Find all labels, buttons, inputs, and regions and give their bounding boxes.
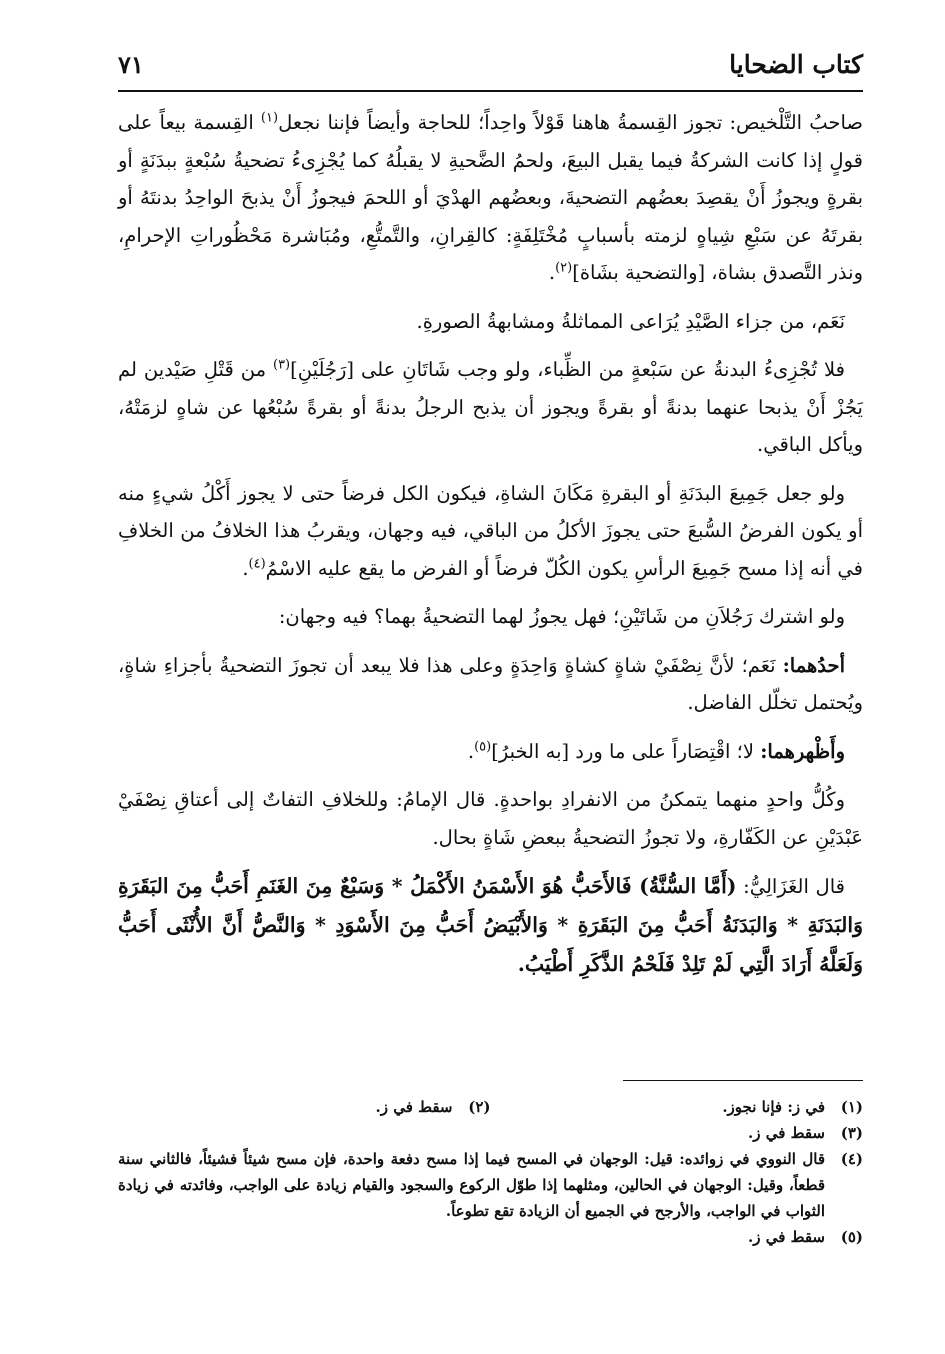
footnote-1 — [491, 1094, 864, 1120]
paragraph-4 — [118, 475, 863, 588]
text-run: صاحبُ التَّلْخيص: تجوز القِسمةُ هاهنا قَوْلاً واحِداً؛ للحاجة وأيضاً فإننا نجعل — [278, 111, 863, 134]
paragraph-2: نَعَم، من جزاء الصَّيْدِ يُرَاعى المماثلةُ ومشابهةُ الصورةِ. — [416, 309, 845, 333]
text-run: لا؛ اقْتِصَاراً على ما ورد [به الخبرُ] — [491, 739, 761, 763]
paragraph-5: ولو اشترك رَجُلاَنِ من شَاتَيْنِ؛ فهل يجوزُ لهما التضحيةُ بهما؟ فيه وجهان: — [278, 605, 845, 628]
footnote-text: سقط في ز. — [748, 1124, 825, 1142]
paragraph-6 — [118, 647, 863, 722]
footnote-ref-1[interactable]: (١) — [260, 110, 279, 126]
paragraph-9 — [118, 867, 863, 984]
footnote-text: قال النووي في زوائده: قيل: الوجهان في المسح فيما إذا مسح دفعة واحدة، فإن مسح شيئاً فشيئاً، فالثاني سنة قطعاً، وقيل: الوجهان في الحالين، ومثلهما إذا طوّل الركوع والسجود والقيام زيادة على الواجب، وفائدته في زيادة الثواب في الواجب، والأرجح في الجميع أن الزيادة تقع تطوعاً. — [118, 1150, 825, 1220]
footnote-number: (٢) — [468, 1098, 491, 1116]
footnote-ref-4[interactable]: (٤) — [248, 556, 266, 571]
footnote-text: في ز: فإنا نجوز. — [722, 1098, 825, 1116]
header-divider — [118, 90, 863, 92]
footnote-3 — [118, 1120, 863, 1146]
paragraph-3 — [118, 351, 863, 464]
text-run: نَعَم؛ لأنَّ نِصْفَيْ شاةٍ كشاةٍ وَاحِدَةٍ وعلى هذا فلا يبعد أن تجوزَ التضحيةُ بأجزاءِ شاةٍ، ويُحتمل تخلّل الفاضل. — [118, 653, 863, 714]
text-run: ولو جعل جَمِيعَ البدَنَةِ أو البقرةِ مَكَانَ الشاةِ، فيكون الكل فرضاً حتى لا يجوز أَكْلُ شيءٍ منه أو يكون الفرضُ السُّبعَ حتى يجوزَ الأكلُ من الباقي، فيه وجهان، ويقربُ هذا الخلافُ من الخلافِ في أنه إذا مسح جَمِيعَ الرأسِ يكون الكُلّ فرضاً أو الفرض ما يقع عليه الاسْمُ — [118, 481, 863, 580]
footnote-number: (١) — [840, 1098, 863, 1116]
footnote-row — [118, 1094, 863, 1120]
footnote-number: (٥) — [840, 1228, 863, 1246]
page-number: ٧١ — [118, 50, 144, 79]
footnote-ref-2[interactable]: (٢) — [555, 260, 573, 276]
text-run: القِسمة بيعاً على قولٍ إذا كانت الشركةُ فيما يقبل البيعَ، ولحمُ الضَّحيةِ لا يقبلُهُ كما يُجْزِىءُ تضحيةُ سُبْعةٍ ببدَنَةٍ أو بقرةٍ ويجوزُ أَنْ يقصِدَ بعضُهم التضحيةَ، وبعضُهم الهدْيَ أو اللحمَ فيجوزُ أَنْ يذبحَ الواحِدُ بدنتَهُ أو بقرتَهُ عن سَبْعِ شِياهٍ لزمته بأسبابٍ مُخْتَلِفَةٍ: كالقِرانِ، والتَّمتُّعِ، ومُبَاشرة مَحْظُوراتِ الإحرامِ، ونذر التَّصدق بشاة، [والتضحية بشَاة] — [118, 111, 863, 284]
paragraph-8: وكُلُّ واحدٍ منهما يتمكنُ من الانفرادِ بواحدةٍ. قال الإمامُ: وللخلافِ التفاتٌ إلى أعتاقِ نِصْفَيْ عَبْدَيْنِ عن الكَفّارةِ، ولا تجوزُ التضحيةُ ببعضِ شَاةٍ بحال. — [118, 788, 863, 849]
paragraph-1 — [118, 104, 863, 292]
text-run: فلا تُجْزِىءُ البدنةُ عن سَبْعةٍ من الظِّباء، ولو وجب شَاتَانِ على [رَجُلَيْنِ] — [290, 358, 845, 381]
text-run: . — [548, 261, 556, 284]
running-header — [118, 50, 863, 79]
footnote-text: سقط في ز. — [748, 1228, 825, 1246]
footnote-2 — [118, 1094, 491, 1120]
quote-intro: قال الغَزَالِيُّ: — [736, 875, 845, 898]
footnote-ref-5[interactable]: (٥) — [474, 739, 492, 754]
footnote-5 — [118, 1224, 863, 1250]
footnote-text: سقط في ز. — [375, 1098, 453, 1116]
footnote-number: (٤) — [840, 1150, 863, 1168]
footnote-4 — [118, 1146, 863, 1224]
text-run: . — [242, 556, 249, 580]
text-run: . — [467, 739, 475, 763]
ghazali-quote: (أَمَّا السُّنَّةُ) فَالأَحَبُّ هُوَ الأَسْمَنُ الأَكْمَلُ * وَسَبْعٌ مِنَ الغَنَمِ أَحَبُّ مِنَ البَقَرَةِ وَالبَدَنَةِ * وَالبَدَنَةُ أَحَبُّ مِنَ البَقَرَةِ * وَالأَبْيَضُ أَحَبُّ مِنَ الأَسْوَدِ * وَالنَّصُّ أَنَّ الأُنْثَى أَحَبُّ وَلَعَلَّهُ أَرَادَ الَّتِي لَمْ تَلِدْ فَلَحْمُ الذَّكَرِ أَطْيَبُ. — [118, 874, 863, 976]
text-run: من قَتْلِ صَيْدين لم يَجُزْ أَنْ يذبحا عنهما بدنةً أو بقرةً ويجوز أن يذبح الرجلُ بدنةً أو بقرةً سُبْعُها عن شاهٍ لزمَتْهُ، ويأكل الباقي. — [118, 358, 863, 456]
footnote-number: (٣) — [840, 1124, 863, 1142]
footnote-ref-3[interactable]: (٣) — [272, 357, 291, 373]
paragraph-7 — [118, 733, 863, 771]
first-view-label: أحدُهما: — [782, 653, 845, 677]
second-view-label: وأَظْهرهما: — [760, 739, 845, 763]
footnote-divider — [623, 1080, 863, 1081]
main-text — [118, 104, 863, 995]
footnotes — [118, 1094, 863, 1250]
chapter-title: كتاب الضحايا — [729, 50, 863, 79]
